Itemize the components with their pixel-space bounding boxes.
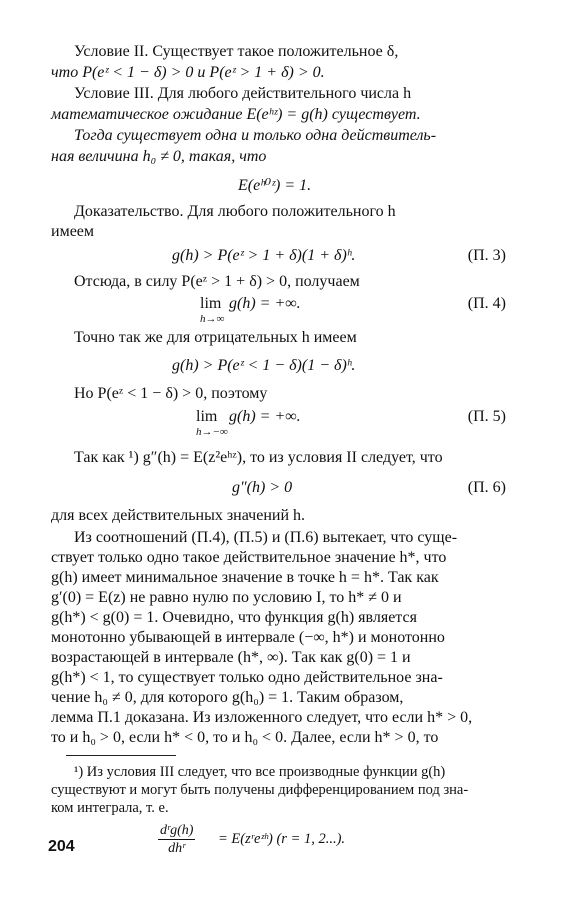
- footnote-line: ком интеграла, т. е.: [51, 800, 169, 816]
- equation-p6: g″(h) > 0: [232, 479, 293, 496]
- equation-p4: g(h) = +∞.: [229, 295, 301, 312]
- footnote-separator: [66, 755, 176, 756]
- footnote-equation: = E(zʳeᶻʰ) (r = 1, 2...).: [218, 831, 346, 847]
- text-line: Так как ¹) g″(h) = E(z²eʰᶻ), то из условия II следует, что: [74, 449, 443, 466]
- equation-p3: g(h) > P(eᶻ > 1 + δ)(1 + δ)ʰ.: [172, 247, 356, 264]
- paragraph-line: лемма П.1 доказана. Из изложенного следует, что если h* > 0,: [51, 709, 473, 726]
- footnote-line: ¹) Из условия III следует, что все производные функции g(h): [74, 764, 446, 780]
- condition-ii-line: [74, 42, 398, 61]
- paragraph-line: Из соотношений (П.4), (П.5) и (П.6) вытекает, что суще-: [74, 529, 458, 546]
- equation-tag-p3: (П. 3): [467, 247, 506, 264]
- page-number: 204: [48, 838, 75, 855]
- paragraph-line: то и h₀ > 0, если h* < 0, то и h₀ < 0. Далее, если h* > 0, то: [51, 729, 439, 746]
- text-line: Точно так же для отрицательных h имеем: [74, 329, 357, 346]
- paragraph-line: g(h*) < g(0) = 1. Очевидно, что функция g(h) является: [51, 609, 417, 626]
- footnote-fraction: [158, 822, 195, 857]
- lim-subscript: h→−∞: [196, 426, 228, 438]
- lim-label: lim: [196, 408, 218, 425]
- limit-operator-p4: [200, 294, 224, 325]
- lim-label: lim: [200, 295, 222, 312]
- paragraph-line: g(h*) < 1, то существует только одно действительное зна-: [51, 669, 443, 686]
- text-line: Но P(eᶻ < 1 − δ) > 0, поэтому: [74, 385, 268, 402]
- equation-tag-p4: (П. 4): [467, 295, 506, 312]
- condition-iii-line: Условие III. Для любого действительного числа h: [74, 85, 412, 102]
- lemma-statement: Тогда существует одна и только одна действитель-: [74, 127, 437, 144]
- paragraph-line: возрастающей в интервале (h*, ∞). Так как g(0) = 1 и: [51, 649, 411, 666]
- paragraph-line: g(h) имеет минимальное значение в точке h = h*. Так как: [51, 569, 439, 586]
- lemma-statement-cont: ная величина h₀ ≠ 0, такая, что: [51, 148, 267, 165]
- lim-subscript: h→∞: [200, 313, 225, 325]
- text-line: Условие II. Существует такое положительное δ,: [74, 43, 399, 60]
- paragraph-line: монотонно убывающей в интервале (−∞, h*) и монотонно: [51, 629, 445, 646]
- equation-p5: g(h) = +∞.: [229, 408, 301, 425]
- text-line: для всех действительных значений h.: [51, 507, 306, 524]
- condition-iii-text: математическое ожидание E(eʰᶻ) = g(h) существует.: [51, 106, 421, 123]
- paragraph-line: чение h₀ ≠ 0, для которого g(h₀) = 1. Таким образом,: [51, 689, 404, 706]
- fraction-numerator: dʳg(h): [160, 823, 194, 838]
- fraction-denominator: dhʳ: [168, 841, 186, 856]
- condition-ii-formula: что P(eᶻ < 1 − δ) > 0 и P(eᶻ > 1 + δ) > 0.: [51, 64, 325, 81]
- paragraph-line: ствует только одно такое действительное значение h*, что: [51, 549, 447, 566]
- paragraph-line: g′(0) = E(z) не равно нулю по условию I, то h* ≠ 0 и: [51, 589, 402, 606]
- equation-e-h0: E(eʰ⁰ᶻ) = 1.: [238, 177, 312, 194]
- equation-tag-p5: (П. 5): [467, 408, 506, 425]
- equation-negative-h: g(h) > P(eᶻ < 1 − δ)(1 − δ)ʰ.: [172, 357, 356, 374]
- limit-operator-p5: [196, 407, 228, 438]
- footnote-line: существуют и могут быть получены дифференцированием под зна-: [51, 782, 469, 798]
- text-line: Отсюда, в силу P(eᶻ > 1 + δ) > 0, получаем: [74, 273, 360, 290]
- text-line: имеем: [51, 223, 95, 240]
- equation-tag-p6: (П. 6): [467, 479, 506, 496]
- proof-heading-line: Доказательство. Для любого положительного h: [74, 203, 396, 220]
